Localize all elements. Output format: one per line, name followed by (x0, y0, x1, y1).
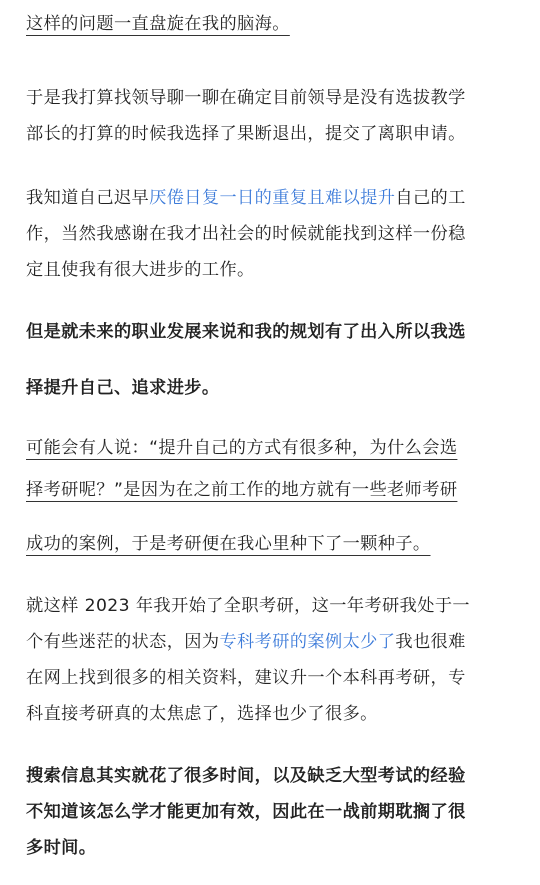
paragraph-3-line-3: 定且使我有很大进步的工作。 (26, 260, 255, 280)
paragraph-4-line-2: 择提升自己、追求进步。 (26, 378, 220, 398)
paragraph-3-line-2: 作，当然我感谢在我才出社会的时候就能找到这样一份稳 (26, 224, 466, 244)
highlight-link-2[interactable]: 专科考研的案例太少了 (219, 632, 396, 652)
paragraph-4-bold (26, 314, 516, 426)
paragraph-6-line-2 (26, 624, 516, 660)
paragraph-5-line-2: 择考研呢？”是因为在之前工作的地方就有一些老师考研 (26, 480, 458, 500)
paragraph-6-text-a: 个有些迷茫的状态，因为 (26, 632, 220, 652)
paragraph-5-line-3: 成功的案例，于是考研便在我心里种下了一颗种子。 (26, 534, 431, 554)
paragraph-3 (26, 180, 516, 288)
paragraph-3-text-b: 自己的工 (395, 188, 466, 208)
paragraph-2-line-1: 于是我打算找领导聊一聊在确定目前领导是没有选拔教学 (26, 88, 466, 108)
paragraph-7-line-3: 多时间。 (26, 838, 97, 858)
paragraph-7-bold (26, 758, 516, 866)
paragraph-4-line-1: 但是就未来的职业发展来说和我的规划有了出入所以我选 (26, 322, 466, 342)
paragraph-6-line-3: 在网上找到很多的相关资料，建议升一个本科再考研，专 (26, 668, 466, 688)
paragraph-7-line-2: 不知道该怎么学才能更加有效，因此在一战前期耽搁了很 (26, 802, 466, 822)
highlight-link-1[interactable]: 厌倦日复一日的重复且难以提升 (149, 188, 396, 208)
paragraph-6 (26, 588, 516, 732)
paragraph-6-text-b: 我也很难 (395, 632, 466, 652)
paragraph-7-line-1: 搜索信息其实就花了很多时间，以及缺乏大型考试的经验 (26, 766, 466, 786)
paragraph-2-line-2: 部长的打算的时候我选择了果断退出，提交了离职申请。 (26, 124, 466, 144)
paragraph-1 (26, 6, 516, 42)
paragraph-3-text-a: 我知道自己迟早 (26, 188, 150, 208)
paragraph-5-line-1: 可能会有人说：“提升自己的方式有很多种，为什么会选 (26, 438, 458, 458)
paragraph-5-quote (26, 430, 516, 572)
paragraph-3-line-1 (26, 180, 516, 216)
paragraph-1-line-1: 这样的问题一直盘旋在我的脑海。 (26, 14, 290, 34)
paragraph-2 (26, 80, 516, 152)
paragraph-6-line-4: 科直接考研真的太焦虑了，选择也少了很多。 (26, 704, 378, 724)
paragraph-6-line-1: 就这样 2023 年我开始了全职考研，这一年考研我处于一 (26, 596, 470, 616)
